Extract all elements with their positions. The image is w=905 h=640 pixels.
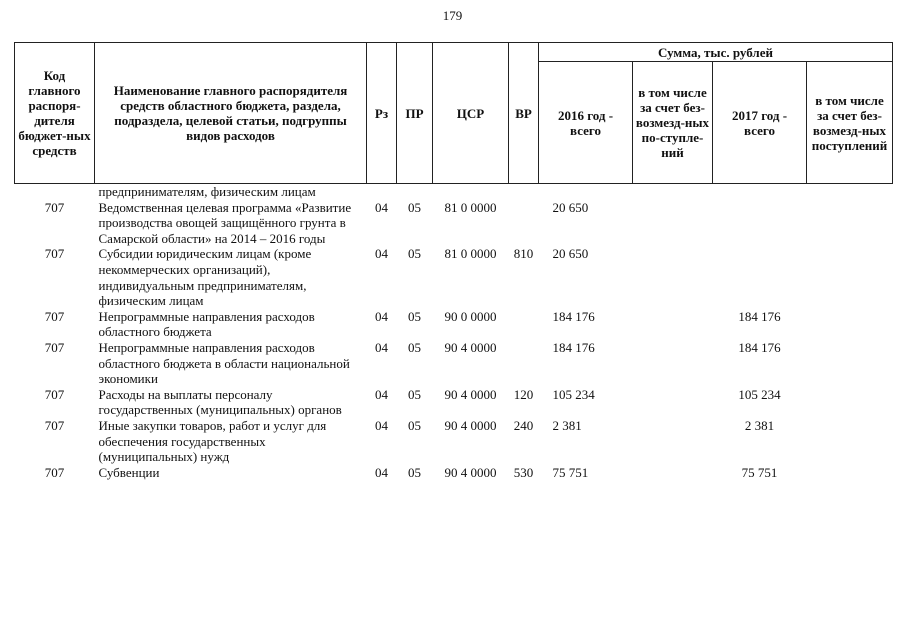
cell-code: 707 (44, 308, 65, 324)
cell-2017-total: 184 176 (738, 308, 781, 324)
header-2016-free: в том числе за счет без-возмезд-ных по-ступле-ний (633, 62, 713, 184)
cell-2016-total: 20 650 (552, 199, 589, 215)
cell-2016-total: 184 176 (552, 308, 595, 324)
cell-code (15, 184, 95, 200)
cell-rz (367, 184, 397, 200)
cell-2016-free (633, 246, 713, 308)
table-row (15, 465, 893, 481)
cell-vr (509, 340, 539, 387)
cell-code: 707 (44, 386, 65, 402)
cell-2016-free (633, 465, 713, 481)
header-vr: ВР (509, 43, 539, 184)
cell-pr: 05 (408, 386, 421, 402)
header-csr: ЦСР (433, 43, 509, 184)
cell-2017-total: 2 381 (744, 417, 775, 433)
cell-2017-total: 105 234 (738, 386, 781, 402)
cell-rz: 04 (375, 308, 388, 324)
cell-2017-total: 75 751 (741, 464, 778, 480)
cell-2016-total: 184 176 (552, 339, 595, 355)
cell-pr: 05 (408, 199, 421, 215)
cell-2016-total: 75 751 (552, 464, 589, 480)
table-row (15, 309, 893, 340)
page-number: 179 (442, 8, 463, 23)
cell-vr (509, 184, 539, 200)
cell-rz: 04 (375, 199, 388, 215)
cell-2016-total (539, 184, 633, 200)
cell-name: Субвенции (98, 464, 160, 480)
cell-name: предпринимателям, физическим лицам (98, 184, 316, 199)
cell-rz: 04 (375, 386, 388, 402)
header-name: Наименование главного распорядителя средств областного бюджета, раздела, подраздела, целевой статьи, подгруппы видов расходов (95, 43, 367, 184)
cell-rz: 04 (375, 417, 388, 433)
cell-pr: 05 (408, 464, 421, 480)
cell-name: Ведомственная целевая программа «Развитие производства овощей защищённого грунта в Самарской области» на 2014 – 2016 годы (98, 199, 352, 246)
cell-2016-free (633, 387, 713, 418)
cell-2017-free (807, 184, 893, 200)
header-2016-total: 2016 год - всего (539, 62, 633, 184)
cell-pr (397, 184, 433, 200)
table-row (15, 418, 893, 465)
header-rz: Рз (367, 43, 397, 184)
cell-2017-total (713, 184, 807, 200)
cell-csr: 90 4 0000 (444, 417, 497, 433)
cell-2016-free (633, 309, 713, 340)
cell-2016-total: 2 381 (552, 417, 582, 433)
cell-rz: 04 (375, 464, 388, 480)
cell-2017-free (807, 387, 893, 418)
cell-2017-free (807, 200, 893, 247)
cell-2016-free (633, 418, 713, 465)
header-2017-free: в том числе за счет без-возмезд-ных поступлений (807, 62, 893, 184)
cell-vr (509, 309, 539, 340)
cell-vr: 240 (513, 417, 534, 433)
cell-csr: 81 0 0000 (444, 199, 497, 215)
cell-vr: 120 (513, 386, 534, 402)
cell-rz: 04 (375, 339, 388, 355)
cell-code: 707 (44, 246, 65, 262)
table-row-continued (15, 184, 893, 200)
cell-code: 707 (44, 339, 65, 355)
cell-rz: 04 (375, 246, 388, 262)
table-row (15, 200, 893, 247)
cell-2017-free (807, 418, 893, 465)
cell-2017-free (807, 246, 893, 308)
cell-name: Субсидии юридическим лицам (кроме некоммерческих организаций), индивидуальным предпринимателям, физическим лицам (98, 246, 312, 309)
header-pr: ПР (397, 43, 433, 184)
cell-csr: 90 4 0000 (444, 464, 497, 480)
cell-2016-total: 105 234 (552, 386, 595, 402)
cell-2016-free (633, 184, 713, 200)
budget-table (14, 42, 893, 480)
cell-pr: 05 (408, 308, 421, 324)
cell-2016-free (633, 200, 713, 247)
cell-csr: 90 4 0000 (444, 339, 497, 355)
cell-2017-total (713, 200, 807, 247)
cell-2017-free (807, 309, 893, 340)
cell-2017-free (807, 340, 893, 387)
cell-csr: 81 0 0000 (444, 246, 497, 262)
cell-name: Непрограммные направления расходов областного бюджета в области национальной экономики (98, 339, 350, 387)
cell-name: Расходы на выплаты персоналу государственных (муниципальных) органов (98, 386, 342, 418)
cell-csr: 90 4 0000 (444, 386, 497, 402)
cell-2016-free (633, 340, 713, 387)
cell-code: 707 (44, 417, 65, 433)
header-2017-total: 2017 год - всего (713, 62, 807, 184)
cell-name: Непрограммные направления расходов областного бюджета (98, 308, 315, 340)
cell-2017-total (713, 246, 807, 308)
table-row (15, 246, 893, 308)
cell-vr (509, 200, 539, 247)
cell-pr: 05 (408, 417, 421, 433)
header-sum-group: Сумма, тыс. рублей (539, 43, 893, 62)
table-row (15, 340, 893, 387)
table-row (15, 387, 893, 418)
header-code: Код главного распоря-дителя бюджет-ных средств (15, 43, 95, 184)
cell-vr: 810 (513, 246, 534, 262)
cell-code: 707 (44, 199, 65, 215)
cell-2017-free (807, 465, 893, 481)
cell-code: 707 (44, 464, 65, 480)
cell-2017-total: 184 176 (738, 339, 781, 355)
cell-vr: 530 (513, 464, 534, 480)
cell-csr: 90 0 0000 (444, 308, 497, 324)
cell-pr: 05 (408, 339, 421, 355)
cell-pr: 05 (408, 246, 421, 262)
cell-name: Иные закупки товаров, работ и услуг для обеспечения государственных (муниципальных) нужд (98, 417, 327, 465)
cell-csr (433, 184, 509, 200)
cell-2016-total: 20 650 (552, 246, 589, 262)
